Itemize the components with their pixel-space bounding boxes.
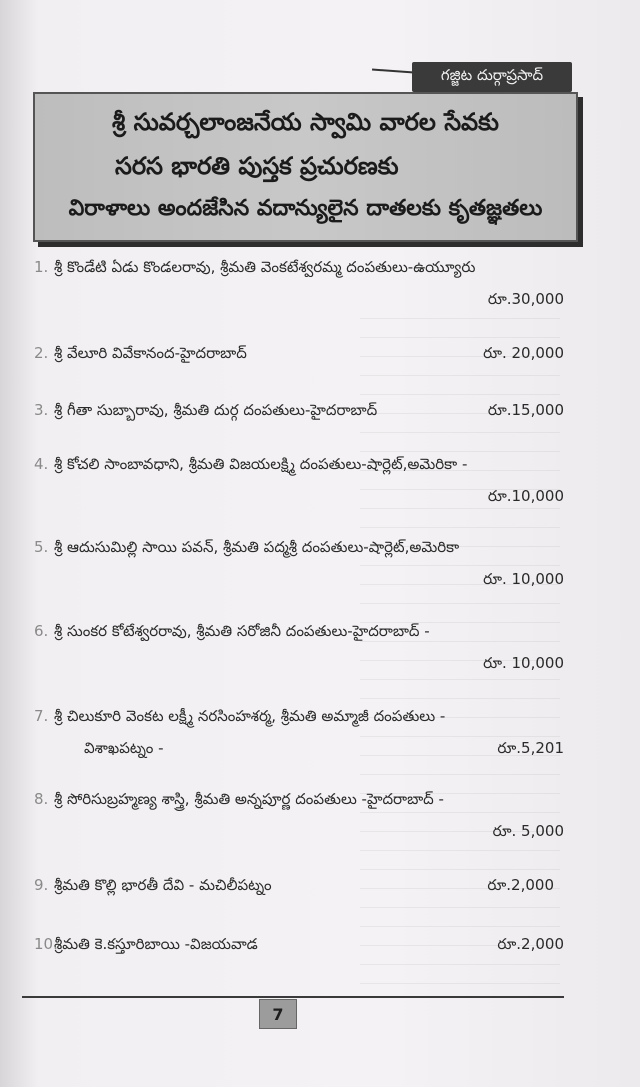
title-line-2: సరస భారతి పుస్తక ప్రచురణకు	[115, 152, 399, 180]
donor-name: శ్రీమతి కొల్లి భారతీ దేవి - మచిలీపట్నం	[54, 876, 272, 894]
donor-name: శ్రీ గీతా సుబ్బారావు, శ్రీమతి దుర్గ దంపతులు-హైదరాబాద్	[54, 401, 378, 419]
donor-amount: రూ.2,000	[487, 876, 554, 894]
donor-amount: రూ.5,201	[497, 739, 564, 757]
author-tag: గజ్జిట దుర్గాప్రసాద్	[412, 62, 572, 92]
donor-name: శ్రీ కోచలి సాంబావధాని, శ్రీమతి విజయలక్ష్మి దంపతులు-షార్లెట్,అమెరికా -	[54, 455, 468, 473]
donor-number: 8.	[34, 790, 49, 808]
donor-entry	[34, 876, 594, 898]
donor-amount: రూ. 20,000	[483, 344, 564, 362]
donor-amount: రూ.2,000	[497, 935, 564, 953]
donor-number: 10.	[34, 935, 58, 953]
donor-amount: రూ. 10,000	[483, 570, 564, 588]
donor-name: శ్రీమతి కె.కస్తూరిబాయి -విజయవాడ	[54, 935, 258, 953]
footer-rule	[22, 996, 564, 998]
donor-entry	[34, 707, 594, 761]
donor-amount: రూ.10,000	[487, 487, 564, 505]
donor-number: 5.	[34, 538, 49, 556]
donor-name: శ్రీ సోరిసుబ్రహ్మణ్య శాస్త్రి, శ్రీమతి అన్నపూర్ణ దంపతులు -హైదరాబాద్ -	[54, 790, 444, 808]
title-line-3: విరాళాలు అందజేసిన వదాన్యులైన దాతలకు కృతజ్ఞతలు	[68, 196, 543, 221]
donor-entry	[34, 790, 594, 844]
donor-amount: రూ.30,000	[487, 290, 564, 308]
donor-amount: రూ.15,000	[487, 401, 564, 419]
donor-number: 7.	[34, 707, 49, 725]
donor-number: 2.	[34, 344, 49, 362]
page-number: 7	[259, 999, 297, 1029]
donor-entry	[34, 344, 594, 366]
donor-entry	[34, 935, 594, 957]
donor-entry	[34, 401, 594, 423]
donor-number: 4.	[34, 455, 49, 473]
donor-number: 1.	[34, 258, 49, 276]
donor-entry	[34, 258, 594, 312]
donor-number: 6.	[34, 622, 49, 640]
donor-location: విశాఖపట్నం -	[84, 739, 164, 757]
donor-number: 3.	[34, 401, 49, 419]
donor-name: శ్రీ ఆదుసుమిల్లి సాయి పవన్, శ్రీమతి పద్మశ్రీ దంపతులు-షార్లెట్,అమెరికా	[54, 538, 460, 556]
donor-entry	[34, 455, 594, 509]
donor-name: శ్రీ సుంకర కోటేశ్వరరావు, శ్రీమతి సరోజినీ దంపతులు-హైదరాబాద్ -	[54, 622, 430, 640]
donor-amount: రూ. 10,000	[483, 654, 564, 672]
donor-name: శ్రీ వేలూరి వివేకానంద-హైదరాబాద్	[54, 344, 247, 362]
donor-entry	[34, 538, 594, 592]
donor-name: శ్రీ చిలుకూరి వెంకట లక్ష్మీ నరసింహశర్మ, శ్రీమతి అమ్మాజీ దంపతులు -	[54, 707, 446, 725]
donor-entry	[34, 622, 594, 676]
title-line-1: శ్రీ సువర్చలాంజనేయ స్వామి వారల సేవకు	[112, 108, 499, 136]
donor-number: 9.	[34, 876, 49, 894]
donor-name: శ్రీ కొండేటి ఏడు కొండలరావు, శ్రీమతి వెంకటేశ్వరమ్మ దంపతులు-ఉయ్యూరు	[54, 258, 476, 276]
donor-amount: రూ. 5,000	[492, 822, 564, 840]
